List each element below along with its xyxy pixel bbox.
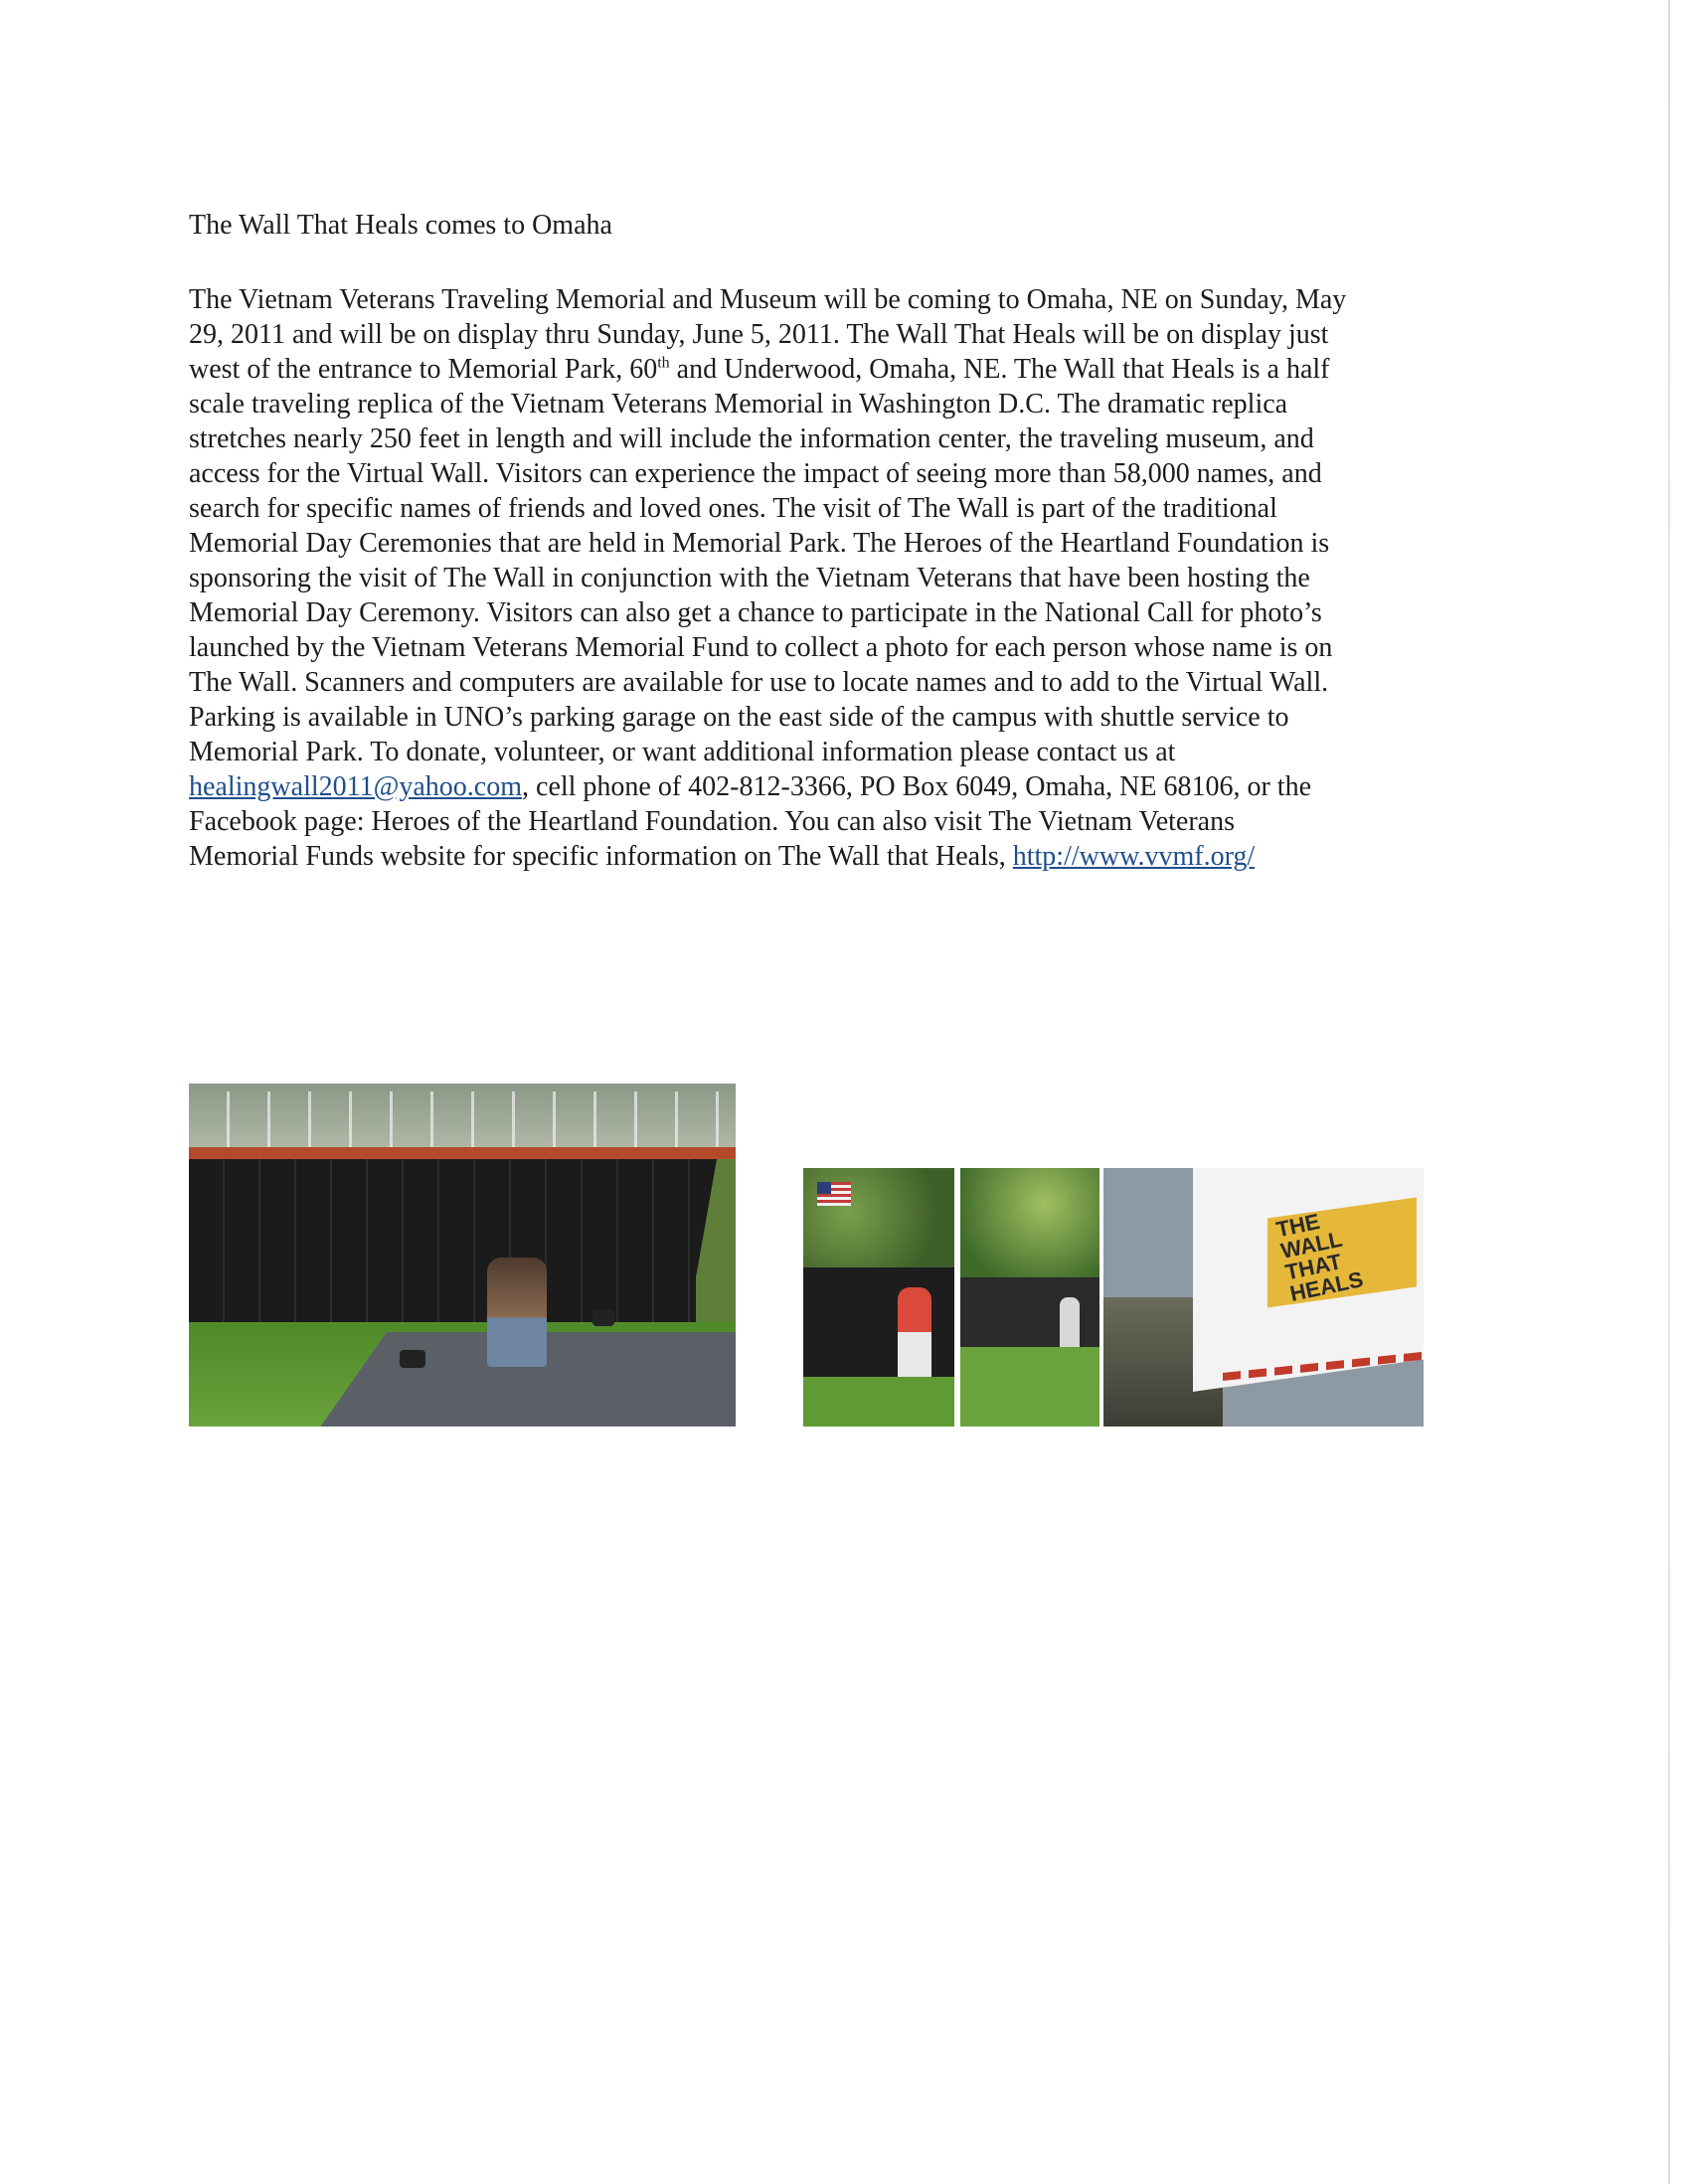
line-text: west of the entrance to Memorial Park, 60 [189, 354, 658, 385]
body-line: access for the Virtual Wall. Visitors can experience the impact of seeing more than 58,000 names, and [189, 458, 1322, 489]
trailer-banner-text: THE WALL THAT HEALS [1273, 1208, 1366, 1307]
body-line: launched by the Vietnam Veterans Memorial Fund to collect a photo for each person whose name is on [189, 632, 1333, 663]
line-text: , cell phone of 402-812-3366, PO Box 6049, Omaha, NE 68106, or the [522, 771, 1312, 802]
body-line: stretches nearly 250 feet in length and will include the information center, the traveling museum, and [189, 423, 1314, 454]
line-text: Memorial Funds website for specific information on The Wall that Heals, [189, 841, 1013, 872]
photo-flag-visitors [803, 1168, 954, 1427]
body-line: Memorial Day Ceremonies that are held in Memorial Park. The Heroes of the Heartland Foundation is [189, 528, 1330, 559]
line-text: and Underwood, Omaha, NE. The Wall that Heals is a half [669, 354, 1330, 385]
body-line [189, 352, 1471, 387]
photo-wall-visitor [189, 1084, 736, 1427]
body-line [189, 769, 1471, 804]
body-line: Parking is available in UNO’s parking garage on the east side of the campus with shuttle service to [189, 702, 1289, 733]
body-line: search for specific names of friends and loved ones. The visit of The Wall is part of the traditional [189, 493, 1277, 524]
photo-museum-trailer [1103, 1168, 1424, 1427]
body-line: sponsoring the visit of The Wall in conjunction with the Vietnam Veterans that have been hosting the [189, 563, 1310, 593]
document-title: The Wall That Heals comes to Omaha [189, 210, 612, 241]
body-paragraph [189, 282, 1471, 874]
body-line: The Wall. Scanners and computers are available for use to locate names and to add to the Virtual Wall. [189, 667, 1329, 698]
body-line [189, 839, 1471, 874]
photo-wall-walkers [960, 1168, 1099, 1427]
body-line: The Vietnam Veterans Traveling Memorial and Museum will be coming to Omaha, NE on Sunday, May [189, 284, 1347, 315]
ordinal-suffix: th [657, 354, 670, 372]
body-line: Memorial Day Ceremony. Visitors can also get a chance to participate in the National Call for photo’s [189, 597, 1322, 628]
body-line: Facebook page: Heroes of the Heartland Foundation. You can also visit The Vietnam Veterans [189, 806, 1235, 837]
page-edge [1668, 0, 1670, 2184]
email-link[interactable]: healingwall2011@yahoo.com [189, 771, 523, 802]
website-link[interactable]: http://www.vvmf.org/ [1012, 841, 1256, 872]
flag-icon [817, 1182, 851, 1206]
body-line: scale traveling replica of the Vietnam Veterans Memorial in Washington D.C. The dramatic replica [189, 389, 1288, 420]
body-line: Memorial Park. To donate, volunteer, or want additional information please contact us at [189, 737, 1176, 767]
body-line: 29, 2011 and will be on display thru Sunday, June 5, 2011. The Wall That Heals will be on display just [189, 319, 1329, 350]
